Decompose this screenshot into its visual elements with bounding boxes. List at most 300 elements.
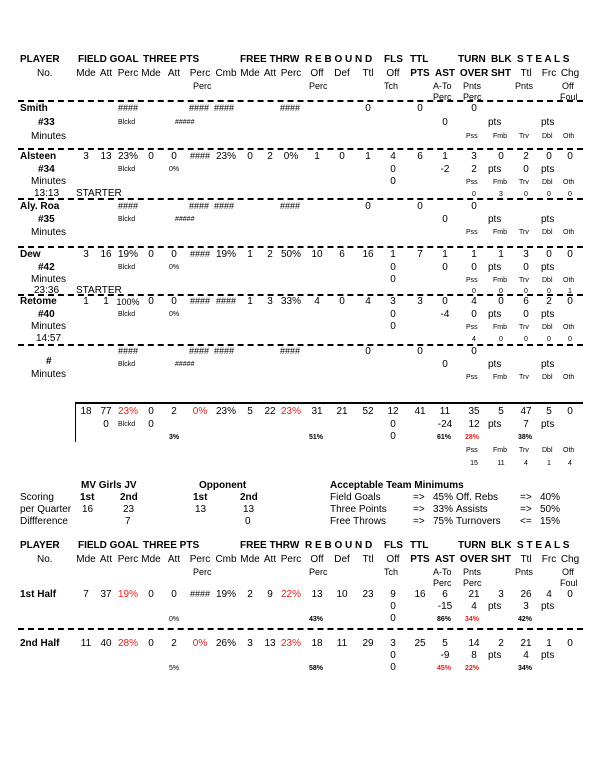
- 3p-mde: 0: [148, 638, 154, 649]
- player-name: Dew: [20, 249, 41, 260]
- pnts-perc: 22%: [465, 665, 480, 672]
- hdr-3p-mde: Mde: [141, 68, 161, 79]
- ttl-pts: 16: [414, 589, 426, 600]
- reb-ttl: 16: [362, 249, 374, 260]
- cmb-hash: ####: [214, 103, 235, 113]
- pts-label: pts: [488, 419, 502, 430]
- fg-mde: 3: [83, 249, 89, 260]
- pts-label: pts: [488, 359, 502, 370]
- hdr-fls-off: Off: [386, 554, 400, 565]
- steal-type: Fmb: [493, 277, 507, 284]
- team-q1-label: 1st: [80, 492, 95, 503]
- hdr-foul: Foul: [560, 92, 578, 102]
- cmb: 26%: [215, 638, 237, 649]
- divider: [18, 148, 583, 150]
- pts-label: pts: [541, 262, 555, 273]
- steal-count: 0: [547, 336, 551, 343]
- fls-tch: 0: [390, 419, 396, 430]
- min-label: Turnovers: [456, 516, 501, 527]
- blk: 2: [498, 638, 504, 649]
- stl-pnts: 0: [523, 164, 529, 175]
- 3p-blk-perc: 0%: [169, 264, 180, 271]
- steal-type: Oth: [563, 374, 575, 381]
- turnover: 4: [471, 296, 477, 307]
- hdr-field-goal: FIELD GOAL: [78, 54, 139, 65]
- hdr-sht: SHT: [491, 554, 511, 565]
- 3p-perc-hash: ####: [189, 103, 210, 113]
- hdr-stl-ttl: Ttl: [520, 554, 532, 565]
- divider: [18, 100, 583, 102]
- steal-count: 0: [524, 191, 528, 198]
- fls: 9: [390, 589, 396, 600]
- pts-label: pts: [488, 117, 502, 128]
- ft-att: 13: [264, 638, 276, 649]
- hdr-reb-perc: Perc: [309, 81, 328, 91]
- hdr-fls: FLS: [384, 540, 403, 551]
- per-quarter-label: per Quarter: [20, 504, 72, 515]
- hdr-ft-perc: Perc: [280, 68, 302, 79]
- hdr-cmb: Cmb: [215, 68, 237, 79]
- 3p-mde: 0: [148, 296, 154, 307]
- min-op: =>: [520, 492, 532, 503]
- 3p-perc: 0%: [192, 638, 208, 649]
- 3p-att: 0: [171, 296, 177, 307]
- 3p-blk: 0: [148, 419, 154, 430]
- reb-ttl: 0: [365, 103, 371, 114]
- hdr-rebound: R E B O U N D: [305, 54, 373, 65]
- steal-count: 0: [568, 191, 572, 198]
- stl-pnts: 7: [523, 419, 529, 430]
- ttl-pts: 3: [417, 296, 423, 307]
- reb-def: 6: [339, 249, 345, 260]
- ft-mde: 5: [247, 406, 253, 417]
- hdr-ft-att: Att: [263, 68, 277, 79]
- cmb: 23%: [215, 151, 237, 162]
- ttl-pts: 7: [417, 249, 423, 260]
- minutes-value: 23:36: [34, 285, 60, 296]
- steal-type: Pss: [466, 133, 478, 140]
- 3p-blk-hash: #####: [175, 216, 195, 223]
- reb-def: 0: [339, 151, 345, 162]
- hdr-rebound: R E B O U N D: [305, 540, 373, 551]
- blk: 1: [498, 249, 504, 260]
- fg-perc-hash: ####: [118, 201, 139, 211]
- player-name: Smith: [20, 103, 48, 114]
- 3p-blk-perc: 0%: [169, 166, 180, 173]
- reb-def: 11: [336, 638, 348, 649]
- frc: 2: [546, 296, 552, 307]
- fls-tch: 0: [390, 262, 396, 273]
- ft-perc: 23%: [280, 638, 302, 649]
- stl-perc: 38%: [518, 434, 533, 441]
- reb-off: 10: [311, 249, 323, 260]
- hdr-ato: A-To: [433, 81, 452, 91]
- hdr-fg-mde: Mde: [76, 68, 96, 79]
- 3p-blk-perc: 0%: [169, 311, 180, 318]
- steal-type: Oth: [563, 179, 575, 186]
- player-number: #34: [38, 164, 55, 175]
- hdr-pts: PTS: [410, 68, 430, 79]
- hdr-chg: Chg: [560, 554, 580, 565]
- to-pnts: 0: [471, 262, 477, 273]
- ft-mde: 1: [247, 296, 253, 307]
- steal-count: 1: [547, 460, 551, 467]
- blk: 0: [498, 296, 504, 307]
- ft-perc: 23%: [280, 406, 302, 417]
- stl-pnts: 4: [523, 650, 529, 661]
- min-op: <=: [520, 516, 532, 527]
- steal-type: Fmb: [493, 133, 507, 140]
- pnts-perc: 28%: [465, 434, 480, 441]
- hdr-reb-off: Off: [310, 554, 324, 565]
- steal-count: 0: [472, 191, 476, 198]
- reb-ttl: 1: [365, 151, 371, 162]
- frc: 0: [546, 151, 552, 162]
- hdr-cmb: Cmb: [215, 554, 237, 565]
- player-number: #40: [38, 309, 55, 320]
- steal-type: Fmb: [493, 229, 507, 236]
- cmb-hash: ####: [214, 201, 235, 211]
- blckd-label: Blckd: [118, 264, 136, 271]
- 3p-perc: ####: [189, 589, 211, 599]
- chg: 0: [567, 249, 573, 260]
- pts-label: pts: [541, 359, 555, 370]
- team-q2-label: 2nd: [120, 492, 138, 503]
- hdr-3p-att: Att: [167, 68, 181, 79]
- steal-type: Trv: [519, 133, 529, 140]
- steal-count: 0: [547, 288, 551, 295]
- min-op: =>: [520, 504, 532, 515]
- steal-type: Pss: [466, 229, 478, 236]
- ft-att: 2: [267, 249, 273, 260]
- frc: 1: [546, 638, 552, 649]
- fg-perc-hash: ####: [118, 346, 139, 356]
- opp-q1-label: 1st: [193, 492, 208, 503]
- hdr-no: No.: [37, 68, 53, 79]
- reb-def: 10: [336, 589, 348, 600]
- pts-label: pts: [488, 650, 502, 661]
- steal-type: Oth: [563, 324, 575, 331]
- hdr-off2: Off: [562, 567, 574, 577]
- reb-off: 18: [311, 638, 323, 649]
- pts-label: pts: [541, 650, 555, 661]
- min-label: Free Throws: [330, 516, 386, 527]
- steal-type: Trv: [519, 179, 529, 186]
- hdr-turn: TURN: [458, 54, 486, 65]
- hdr-3p-mde: Mde: [141, 554, 161, 565]
- steal-type: Oth: [563, 447, 575, 454]
- hdr-reb-ttl: Ttl: [362, 68, 374, 79]
- hdr-ato: A-To: [433, 567, 452, 577]
- pts-label: pts: [541, 214, 555, 225]
- hdr-pts: PTS: [410, 554, 430, 565]
- hdr-player: PLAYER: [20, 54, 60, 65]
- hdr-stl-pnts: Pnts: [515, 567, 534, 577]
- opp-q2-score: 13: [243, 504, 255, 515]
- blk: 5: [498, 406, 504, 417]
- blk: 3: [498, 589, 504, 600]
- minutes-label: Minutes: [31, 131, 67, 142]
- fls: 1: [390, 249, 396, 260]
- min-value: 50%: [540, 504, 561, 515]
- to-value: 0: [471, 103, 477, 114]
- ato-perc: 86%: [437, 616, 452, 623]
- fg-mde: 18: [80, 406, 92, 417]
- fls: 12: [387, 406, 399, 417]
- to-value: 0: [471, 201, 477, 212]
- stl-ttl: 21: [520, 638, 532, 649]
- fg-att: 77: [100, 406, 112, 417]
- frc: 5: [546, 406, 552, 417]
- hdr-turn: TURN: [458, 540, 486, 551]
- divider: [18, 344, 583, 346]
- ttl-pts: 25: [414, 638, 426, 649]
- ft-mde: 2: [247, 589, 253, 600]
- blckd-label: Blckd: [118, 216, 136, 223]
- blk: 0: [498, 151, 504, 162]
- ft-perc: 0%: [283, 151, 299, 162]
- ft-perc-hash: ####: [280, 103, 301, 113]
- to-pnts: 4: [471, 601, 477, 612]
- steal-count: 0: [547, 191, 551, 198]
- hdr-3p-perc2: Perc: [193, 81, 212, 91]
- hdr-ft-mde: Mde: [240, 68, 260, 79]
- stl-ttl: 3: [523, 249, 529, 260]
- fls-tch: 0: [390, 650, 396, 661]
- 3p-mde: 0: [148, 406, 154, 417]
- ft-mde: 0: [247, 151, 253, 162]
- pts-label: pts: [541, 419, 555, 430]
- hdr-3p-perc: Perc: [189, 554, 211, 565]
- 3p-perc: ####: [189, 296, 211, 306]
- hdr-reb-ttl: Ttl: [362, 554, 374, 565]
- team-q1-score: 16: [82, 504, 94, 515]
- hdr-three-pts: THREE PTS: [143, 540, 200, 551]
- steal-count: 4: [472, 336, 476, 343]
- ttl-pts: 6: [417, 151, 423, 162]
- hdr-field-goal: FIELD GOAL: [78, 540, 139, 551]
- hdr-sht: SHT: [491, 68, 511, 79]
- ft-mde: 3: [247, 638, 253, 649]
- reb-off: 31: [311, 406, 323, 417]
- steal-type: Pss: [466, 179, 478, 186]
- cmb: 19%: [215, 249, 237, 260]
- steal-type: Trv: [519, 374, 529, 381]
- reb-ttl: 4: [365, 296, 371, 307]
- fg-att: 37: [100, 589, 112, 600]
- team-q2-score: 23: [123, 504, 135, 515]
- turnover: 35: [468, 406, 480, 417]
- steal-type: Oth: [563, 277, 575, 284]
- hdr-pnts: Pnts: [463, 81, 482, 91]
- half-label: 2nd Half: [20, 638, 60, 649]
- scoring-label: Scoring: [20, 492, 54, 503]
- frc: 0: [546, 249, 552, 260]
- hdr-ft-att: Att: [263, 554, 277, 565]
- min-value: 40%: [540, 492, 561, 503]
- steal-type: Dbl: [542, 324, 553, 331]
- pnts-perc: 34%: [465, 616, 480, 623]
- ato-value: -24: [437, 419, 453, 430]
- cmb: 19%: [215, 589, 237, 600]
- blckd-label: Blckd: [118, 421, 136, 428]
- ast: 6: [442, 589, 448, 600]
- hdr-blk: BLK: [491, 54, 512, 65]
- hdr-foul: Foul: [560, 578, 578, 588]
- frc: 4: [546, 589, 552, 600]
- ato-value: -9: [440, 650, 450, 661]
- reb-ttl: 23: [362, 589, 374, 600]
- player-name: Retome: [20, 296, 57, 307]
- steal-type: Pss: [466, 324, 478, 331]
- steal-type: Dbl: [542, 447, 553, 454]
- hdr-ttl: TTL: [410, 54, 429, 65]
- stl-ttl: 6: [523, 296, 529, 307]
- reb-ttl: 0: [365, 201, 371, 212]
- 3p-perc: ####: [189, 249, 211, 259]
- hdr-free-thrw: FREE THRW: [240, 54, 300, 65]
- fls-extra: 0: [390, 321, 396, 332]
- pts-value: 0: [417, 201, 423, 212]
- chg: 0: [567, 638, 573, 649]
- steal-type: Fmb: [493, 447, 507, 454]
- steal-count: 3: [499, 191, 503, 198]
- hdr-reb-off: Off: [310, 68, 324, 79]
- blckd-label: Blckd: [118, 361, 136, 368]
- fls: 3: [390, 638, 396, 649]
- starter-label: STARTER: [76, 188, 122, 199]
- hdr-pnts-perc: Perc: [463, 92, 482, 102]
- hdr-over: OVER: [459, 68, 489, 79]
- min-op: =>: [413, 492, 425, 503]
- fg-mde: 3: [83, 151, 89, 162]
- ato-value: 0: [442, 214, 448, 225]
- hdr-fg-mde: Mde: [76, 554, 96, 565]
- fg-perc: 19%: [117, 249, 139, 260]
- steal-count: 0: [524, 288, 528, 295]
- fg-mde: 7: [83, 589, 89, 600]
- starter-label: STARTER: [76, 285, 122, 296]
- steal-count: 15: [470, 460, 478, 467]
- min-value: 15%: [540, 516, 561, 527]
- totals-left-border: [75, 402, 76, 442]
- to-value: 0: [471, 346, 477, 357]
- reb-perc: 43%: [309, 616, 324, 623]
- fls-tch: 0: [390, 601, 396, 612]
- hdr-fg-perc: Perc: [117, 554, 139, 565]
- minimums-title: Acceptable Team Minimums: [330, 480, 464, 491]
- 3p-att: 0: [171, 589, 177, 600]
- hdr-ft-perc: Perc: [280, 554, 302, 565]
- pts-label: pts: [541, 117, 555, 128]
- stl-ttl: 26: [520, 589, 532, 600]
- totals-rule: [75, 402, 583, 404]
- player-number: #42: [38, 262, 55, 273]
- hdr-frc: Frc: [541, 554, 557, 565]
- hdr-tch: Tch: [384, 567, 399, 577]
- hdr-steals: S T E A L S: [517, 540, 570, 551]
- blckd-label: Blckd: [118, 311, 136, 318]
- steal-count: 0: [568, 336, 572, 343]
- minutes-label: Minutes: [31, 176, 67, 187]
- stl-pnts: 0: [523, 309, 529, 320]
- reb-def: 21: [336, 406, 348, 417]
- hdr-stl-pnts: Pnts: [515, 81, 534, 91]
- 3p-blk-perc: 3%: [169, 434, 180, 441]
- 3p-perc-hash: ####: [189, 346, 210, 356]
- ft-perc-hash: ####: [280, 201, 301, 211]
- steal-count: 1: [568, 288, 572, 295]
- fg-perc: 23%: [117, 406, 139, 417]
- reb-perc: 51%: [309, 434, 324, 441]
- pts-label: pts: [488, 601, 502, 612]
- hdr-pnts: Pnts: [463, 567, 482, 577]
- fls: 4: [390, 151, 396, 162]
- 3p-mde: 0: [148, 589, 154, 600]
- ato-value: -4: [440, 309, 450, 320]
- ft-perc: 22%: [280, 589, 302, 600]
- steal-type: Dbl: [542, 133, 553, 140]
- steal-type: Oth: [563, 229, 575, 236]
- pts-label: pts: [488, 262, 502, 273]
- opp-diff: 0: [245, 516, 251, 527]
- player-number: #: [46, 356, 52, 367]
- 3p-mde: 0: [148, 151, 154, 162]
- fls-extra: 0: [390, 613, 396, 624]
- ato-value: 0: [442, 117, 448, 128]
- hdr-player: PLAYER: [20, 540, 60, 551]
- chg: 0: [567, 406, 573, 417]
- steal-count: 0: [524, 336, 528, 343]
- steal-type: Fmb: [493, 179, 507, 186]
- hdr-free-thrw: FREE THRW: [240, 540, 300, 551]
- ft-att: 2: [267, 151, 273, 162]
- fg-mde: 11: [80, 638, 92, 649]
- fg-att: 1: [103, 296, 109, 307]
- fg-perc: 100%: [116, 297, 140, 307]
- pts-label: pts: [488, 214, 502, 225]
- ast: 1: [442, 249, 448, 260]
- hdr-reb-perc: Perc: [309, 567, 328, 577]
- 3p-perc-hash: ####: [189, 201, 210, 211]
- minutes-label: Minutes: [31, 321, 67, 332]
- turnover: 21: [468, 589, 480, 600]
- stl-ttl: 47: [520, 406, 532, 417]
- fg-blk: 0: [103, 419, 109, 430]
- hdr-tch: Tch: [384, 81, 399, 91]
- reb-perc: 58%: [309, 665, 324, 672]
- steal-count: 0: [499, 288, 503, 295]
- minutes-label: Minutes: [31, 274, 67, 285]
- turnover: 3: [471, 151, 477, 162]
- fls-extra: 0: [390, 431, 396, 442]
- 3p-perc: ####: [189, 151, 211, 161]
- chg: 0: [567, 151, 573, 162]
- divider: [18, 628, 583, 630]
- blckd-label: Blckd: [118, 119, 136, 126]
- hdr-reb-def: Def: [334, 554, 350, 565]
- hdr-reb-def: Def: [334, 68, 350, 79]
- fls: 3: [390, 296, 396, 307]
- ato-perc: 61%: [437, 434, 452, 441]
- fg-att: 40: [100, 638, 112, 649]
- 3p-blk-perc: 0%: [169, 616, 180, 623]
- chg: 0: [567, 589, 573, 600]
- pts-label: pts: [488, 309, 502, 320]
- cmb: 23%: [215, 406, 237, 417]
- min-op: =>: [413, 516, 425, 527]
- hdr-fg-perc: Perc: [117, 68, 139, 79]
